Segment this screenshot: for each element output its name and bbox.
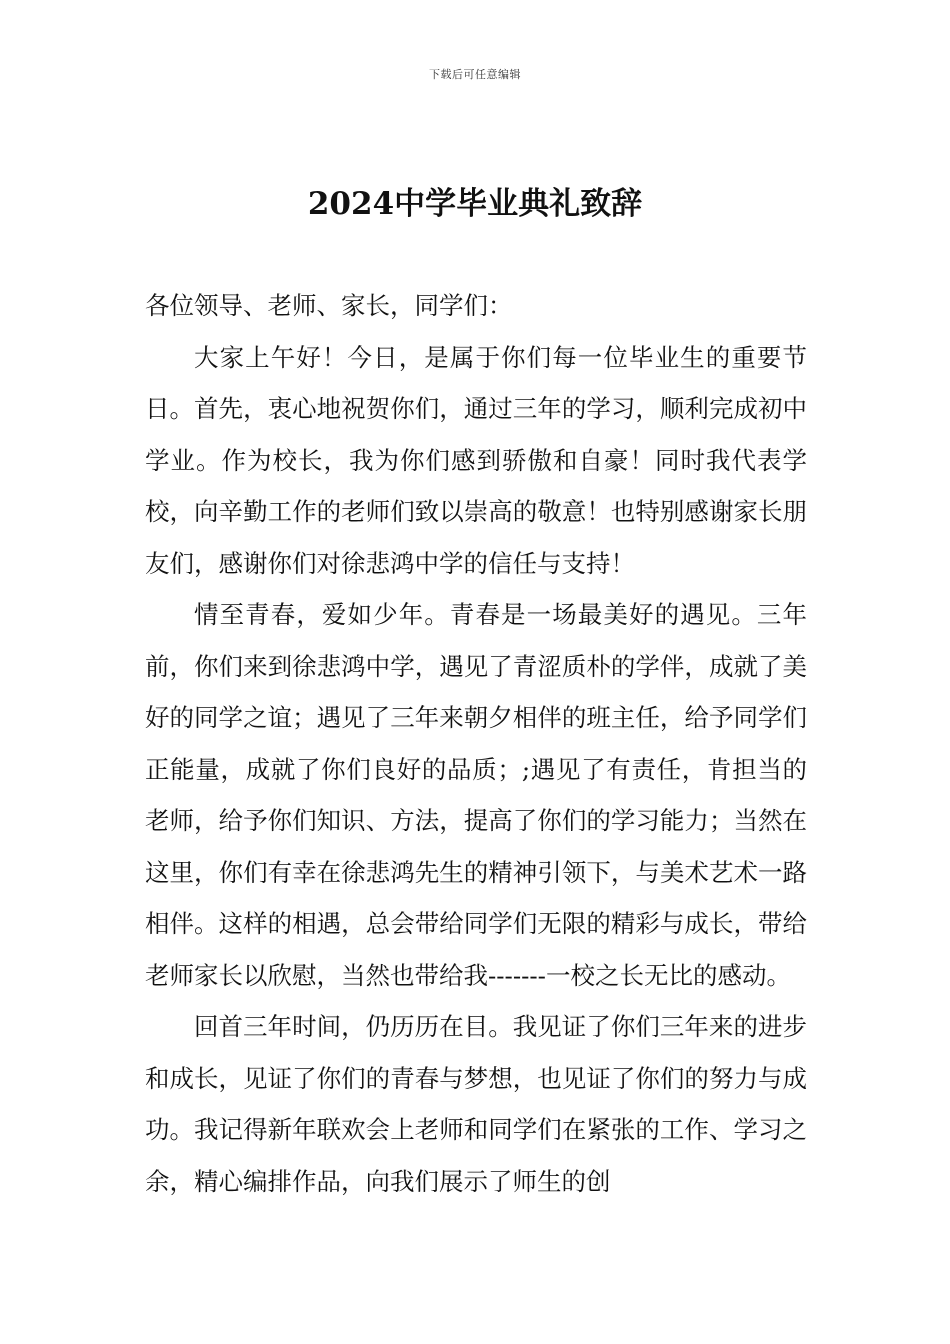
paragraph-2: 情至青春，爱如少年。青春是一场最美好的遇见。三年前，你们来到徐悲鸿中学，遇见了青涩质朴的学伴，成就了美好的同学之谊；遇见了三年来朝夕相伴的班主任，给予同学们正能量，成就了你们良好的品质；;遇见了有责任，肯担当的老师，给予你们知识、方法，提高了你们的学习能力；当然在这里，你们有幸在徐悲鸿先生的精神引领下，与美术艺术一路相伴。这样的相遇，总会带给同学们无限的精彩与成长，带给老师家长以欣慰，当然也带给我-------一校之长无比的感动。 [145, 600, 807, 990]
paragraph-3: 回首三年时间，仍历历在目。我见证了你们三年来的进步和成长，见证了你们的青春与梦想，也见证了你们的努力与成功。我记得新年联欢会上老师和同学们在紧张的工作、学习之余，精心编排作品，向我们展示了师生的创 [145, 1012, 807, 1196]
salutation: 各位领导、老师、家长，同学们： [145, 291, 513, 320]
header-note: 下载后可任意编辑 [429, 68, 521, 81]
document-body [145, 280, 807, 1207]
paragraph-1: 大家上午好！今日，是属于你们每一位毕业生的重要节日。首先，衷心地祝贺你们，通过三年的学习，顺利完成初中学业。作为校长，我为你们感到骄傲和自豪！同时我代表学校，向辛勤工作的老师们致以崇高的敬意！也特别感谢家长朋友们，感谢你们对徐悲鸿中学的信任与支持！ [145, 342, 807, 578]
document-title: 2024中学毕业典礼致辞 [307, 186, 643, 222]
